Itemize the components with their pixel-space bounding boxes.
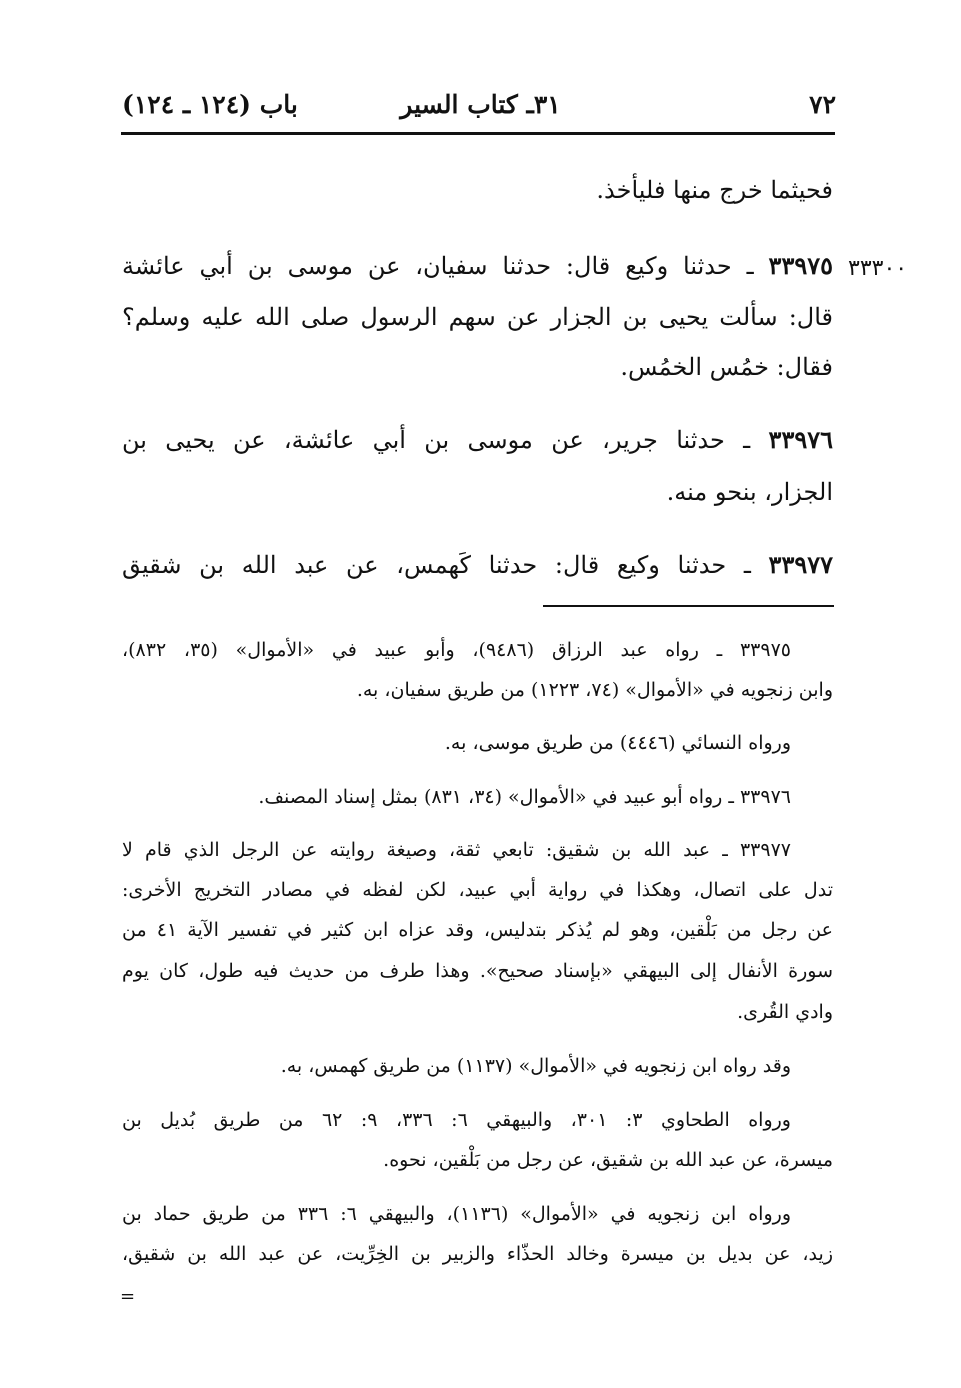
page-number: ٧٢ [809, 90, 836, 119]
footnote-line: ميسرة، عن عبد الله بن شقيق، عن رجل من بَلْقين، نحوه. [383, 1149, 833, 1171]
hadith-33976-line-1 [122, 420, 833, 460]
footnote-line: ٣٣٩٧٧ ـ عبد الله بن شقيق: تابعي ثقة، وصيغة روايته عن الرجل الذي قام لا [122, 839, 791, 861]
footnote-line: زيد، عن بديل بن ميسرة وخالد الحذّاء والزبير بن الخِرِّيت، عن عبد الله بن شقيق، [122, 1243, 833, 1265]
hadith-text: ـ حدثنا وكيع قال: حدثنا كَهمس، عن عبد الله بن شقيق [122, 551, 769, 579]
footnote-line: وقد رواه ابن زنجويه في «الأموال» (١١٣٧) من طريق كهمس، به. [280, 1055, 791, 1077]
footnote-line: ورواه النسائي (٤٤٤٦) من طريق موسى، به. [444, 732, 791, 754]
continuation-mark: = [120, 1286, 136, 1307]
footnote-line: ورواه الطحاوي ٣: ٣٠١، والبيهقي ٦: ٣٣٦، ٩: ٦٢ من طريق بُديل بن [122, 1109, 791, 1131]
margin-hadith-count: ٣٣٣٠٠ [848, 256, 908, 281]
hadith-number: ٣٣٩٧٦ [768, 425, 833, 454]
hadith-33975-line-2: قال: سألت يحيى بن الجزار عن سهم الرسول صلى الله عليه وسلم؟ [122, 303, 833, 331]
hadith-33975-line-3: فقال: خمُس الخمُس. [620, 353, 833, 381]
footnote-line: سورة الأنفال إلى البيهقي «بإسناد صحيح». وهذا طرف من حديث فيه طول، كان يوم [122, 960, 833, 982]
hadith-33975-line-1 [122, 246, 833, 286]
hadith-text: ـ حدثنا جرير، عن موسى بن أبي عائشة، عن يحيى بن [122, 426, 769, 454]
footnote-line: وابن زنجويه في «الأموال» (٧٤، ١٢٢٣) من طريق سفيان، به. [356, 679, 833, 701]
hadith-number: ٣٣٩٧٧ [768, 550, 833, 579]
book-title: ٣١ـ كتاب السير [400, 90, 561, 119]
main-text-line: فحيثما خرج منها فليأخذ. [596, 176, 833, 204]
footnote-line: ورواه ابن زنجويه في «الأموال» (١١٣٦)، والبيهقي ٦: ٣٣٦ من طريق حماد بن [122, 1203, 791, 1225]
footnote-line: ٣٣٩٧٥ ـ رواه عبد الرزاق (٩٤٨٦)، وأبو عبيد في «الأموال» (٣٥، ٨٣٢)، [122, 639, 791, 661]
hadith-33977-line-1 [122, 545, 833, 585]
hadith-33976-line-2: الجزار، بنحو منه. [666, 478, 833, 506]
header-rule [121, 132, 835, 135]
hadith-number: ٣٣٩٧٥ [768, 251, 833, 280]
footnote-rule [543, 605, 834, 607]
footnote-line: تدل على اتصال، وهكذا في رواية أبي عبيد، لكن لفظه في مصادر التخريج الأخرى: [122, 879, 833, 901]
footnote-line: عن رجل من بَلْقين، وهو لم يُذكر بتدليس، وقد عزاه ابن كثير في تفسير الآية ٤١ من [122, 919, 833, 941]
hadith-text: ـ حدثنا وكيع قال: حدثنا سفيان، عن موسى بن أبي عائشة [122, 252, 769, 280]
chapter-title: باب (١٢٤ ـ ١٢٤) [122, 90, 298, 119]
footnote-line: ٣٣٩٧٦ ـ رواه أبو عبيد في «الأموال» (٣٤، ٨٣١) بمثل إسناد المصنف. [258, 786, 791, 808]
footnote-line: وادي القُرى. [737, 1001, 833, 1023]
